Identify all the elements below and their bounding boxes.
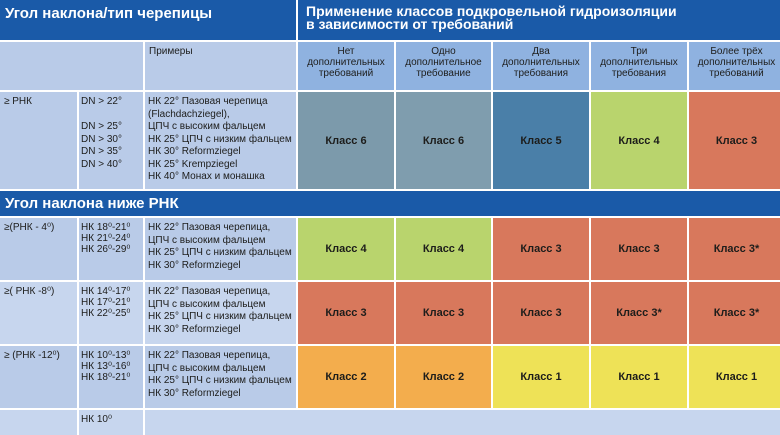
col-head-0-l3: требований [318, 68, 374, 79]
row-dn-list [79, 282, 143, 344]
dn-value: НК 21⁰-24⁰ [81, 233, 131, 244]
row-examples [145, 346, 296, 408]
class-cell: Класс 3* [689, 282, 780, 344]
dn-value: DN > 30° [81, 133, 122, 145]
col-head-2-l2: дополнительных [502, 57, 580, 68]
col-head-4 [689, 42, 780, 90]
right-header-line-2: в зависимости от требований [306, 16, 514, 32]
dn-value: НК 13⁰-16⁰ [81, 361, 131, 372]
col-head-2-l3: требования [513, 68, 569, 79]
example-line: НК 25° ЦПЧ с низким фальцем [148, 311, 292, 322]
last-row-dn: НК 10⁰ [79, 410, 143, 435]
example-line: НК 25° ЦПЧ с низким фальцем [148, 133, 292, 145]
class-cell: Класс 4 [298, 218, 394, 280]
class-cell: Класс 3* [689, 218, 780, 280]
col-head-1-l1: Одно [431, 46, 456, 57]
col-head-3-l3: требования [611, 68, 667, 79]
example-line: ЦПЧ с высоким фальцем [148, 121, 266, 132]
example-line: НК 22° Пазовая черепица, [148, 222, 271, 233]
class-cell: Класс 5 [493, 92, 589, 189]
col-head-2 [493, 42, 589, 90]
example-line: НК 25° Krempziegel [148, 158, 238, 170]
col-head-2-l1: Два [532, 46, 550, 57]
row-examples [145, 282, 296, 344]
dn-value: DN > 40° [81, 158, 122, 170]
col-head-1 [396, 42, 491, 90]
dn-value: НК 14⁰-17⁰ [81, 286, 131, 297]
dn-value: НК 26⁰-29⁰ [81, 244, 131, 255]
dn-value: НК 18⁰-21⁰ [81, 372, 131, 383]
row-dn-list [79, 346, 143, 408]
col-head-4-l1: Более трёх [710, 46, 763, 57]
row-examples [145, 218, 296, 280]
dn-value: DN > 22° [81, 96, 122, 107]
col-head-0-l1: Нет [337, 46, 355, 57]
class-cell: Класс 1 [591, 346, 687, 408]
example-line: ЦПЧ с высоким фальцем [148, 298, 266, 310]
row-slope: ≥ (РНК -12⁰) [0, 346, 77, 408]
row-slope: ≥(РНК - 4⁰) [0, 218, 77, 280]
left-header-title: Угол наклона/тип черепицы [0, 0, 296, 40]
dn-value: НК 17⁰-21⁰ [81, 297, 131, 308]
col-head-4-l3: требований [709, 68, 764, 79]
col-head-0-l2: дополнительных [307, 57, 385, 68]
example-line: (Flachdachziegel), [148, 108, 230, 120]
row-slope: ≥( РНК -8⁰) [0, 282, 77, 344]
class-cell: Класс 3 [493, 218, 589, 280]
example-line: НК 25° ЦПЧ с низким фальцем [148, 247, 292, 258]
class-cell: Класс 6 [396, 92, 491, 189]
class-cell: Класс 2 [298, 346, 394, 408]
dn-value: НК 22⁰-25⁰ [81, 308, 131, 319]
class-cell: Класс 3 [493, 282, 589, 344]
class-cell: Класс 3 [689, 92, 780, 189]
subheader-blank [0, 42, 143, 90]
right-header-title [298, 0, 780, 40]
example-line: НК 22° Пазовая черепица, [148, 350, 271, 361]
last-row-blank [0, 410, 77, 435]
class-cell: Класс 4 [591, 92, 687, 189]
right-header-line-1: Применение классов подкровельной гидроизоляции [306, 3, 677, 19]
class-cell: Класс 4 [396, 218, 491, 280]
last-row-filler [145, 410, 780, 435]
dn-value: НК 18⁰-21⁰ [81, 222, 131, 233]
col-head-1-l2: дополнительное [405, 57, 482, 68]
example-line: НК 40° Монах и монашка [148, 171, 265, 182]
dn-value: DN > 25° [81, 121, 122, 132]
class-cell: Класс 3* [591, 282, 687, 344]
class-cell: Класс 3 [591, 218, 687, 280]
example-line: НК 25° ЦПЧ с низким фальцем [148, 375, 292, 386]
example-line: НК 30° Reformziegel [148, 323, 241, 335]
section-band-title: Угол наклона ниже РНК [0, 191, 780, 216]
col-head-3-l1: Три [630, 46, 648, 57]
class-cell: Класс 2 [396, 346, 491, 408]
class-cell: Класс 3 [396, 282, 491, 344]
dn-value: DN > 35° [81, 146, 122, 157]
example-line: НК 30° Reformziegel [148, 146, 241, 157]
col-head-4-l2: дополнительных [697, 57, 776, 68]
example-line: НК 30° Reformziegel [148, 387, 241, 399]
example-line: НК 22° Пазовая черепица, [148, 286, 271, 297]
class-cell: Класс 1 [689, 346, 780, 408]
example-line: ЦПЧ с высоким фальцем [148, 362, 266, 374]
col-head-1-l3: требование [416, 68, 471, 79]
col-head-0 [298, 42, 394, 90]
class-cell: Класс 1 [493, 346, 589, 408]
row-dn-list [79, 218, 143, 280]
class-cell: Класс 6 [298, 92, 394, 189]
dn-value: НК 10⁰-13⁰ [81, 350, 131, 361]
example-line: НК 22° Пазовая черепица [148, 96, 268, 107]
col-head-3 [591, 42, 687, 90]
section1-slope: ≥ РНК [0, 92, 77, 189]
class-cell: Класс 3 [298, 282, 394, 344]
examples-label: Примеры [145, 42, 296, 90]
col-head-3-l2: дополнительных [600, 57, 678, 68]
example-line: ЦПЧ с высоким фальцем [148, 234, 266, 246]
example-line: НК 30° Reformziegel [148, 259, 241, 271]
section1-dn-list [79, 92, 143, 189]
section1-examples [145, 92, 296, 189]
